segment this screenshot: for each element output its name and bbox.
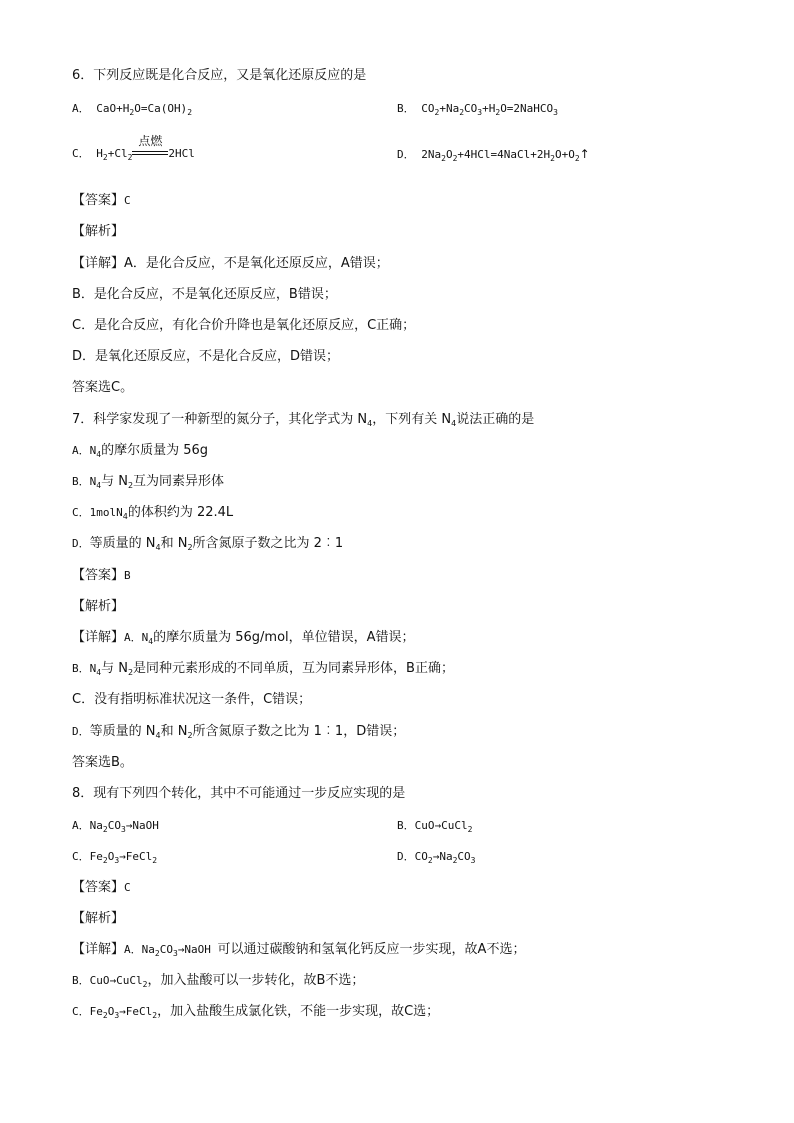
answer-value: C <box>124 194 131 207</box>
reaction-condition-arrow <box>132 134 168 161</box>
q6-option-d[interactable]: D． $2Na_2O_2+4HCl=4NaCl+2H_2O+O_2↑$ <box>397 147 590 163</box>
q6-conclusion: 答案选C。 <box>72 380 134 395</box>
q8-detail-2: B．CuO→CuCl$_2$，加入盐酸可以一步转化，故B不选； <box>72 973 365 989</box>
q7-option-b[interactable]: B．$N_4$与 $N_2$互为同素异形体 <box>72 474 225 490</box>
q7-answer <box>72 568 131 584</box>
q6-detail-3: C．是化合反应，有化合价升降也是氧化还原反应，C正确； <box>72 318 416 333</box>
answer-tag: 【答案】 <box>72 880 125 895</box>
detail-tag: 【详解】 <box>72 630 125 645</box>
answer-value: C <box>124 881 131 894</box>
q7-option-a[interactable]: A．$N_4$的摩尔质量为 56g <box>72 443 209 459</box>
q6-option-c[interactable]: C． $H_2+Cl_2$ 点燃 2HCl <box>72 134 195 162</box>
q6-answer <box>72 193 131 209</box>
q8-detail-3: C．$Fe_2O_3\to FeCl_2$，加入盐酸生成氯化铁，不能一步实现，故C选； <box>72 1004 440 1020</box>
q7-detail-3: C．没有指明标准状况这一条件，C错误； <box>72 692 312 707</box>
q6-stem: 6．下列反应既是化合反应，又是氧化还原反应的是 <box>72 68 367 83</box>
option-label: A． <box>72 102 90 115</box>
q6-detail-1: 【详解】A．是化合反应，不是氧化还原反应，A错误； <box>72 256 389 271</box>
arrow-icon: → <box>434 819 442 832</box>
answer-value: B <box>124 569 131 582</box>
detail-tag: 【详解】 <box>72 256 125 271</box>
q7-analysis-tag: 【解析】 <box>72 599 125 614</box>
q8-analysis-tag: 【解析】 <box>72 911 125 926</box>
q7-conclusion: 答案选B。 <box>72 755 133 770</box>
arrow-icon: → <box>125 819 133 832</box>
q8-detail-1: 【详解】A．$Na_2CO_3\to NaOH$ 可以通过碳酸钠和氢氧化钙反应一步实现，故A不选； <box>72 942 526 958</box>
answer-tag: 【答案】 <box>72 193 125 208</box>
detail-tag: 【详解】 <box>72 942 125 957</box>
q8-option-c[interactable]: C．$Fe_2O_3\to FeCl_2$ <box>72 850 158 865</box>
option-label: C． <box>72 147 90 160</box>
option-label: B． <box>397 102 415 115</box>
q6-detail-2: B．是化合反应，不是氧化还原反应，B错误； <box>72 287 337 302</box>
answer-tag: 【答案】 <box>72 568 125 583</box>
gas-arrow-icon: ↑ <box>579 147 590 161</box>
q6-option-a[interactable]: A． $CaO+H_2O=Ca(OH)_2$ <box>72 102 193 117</box>
q7-detail-2: B．$N_4$与 $N_2$是同种元素形成的不同单质，互为同素异形体，B正确； <box>72 661 454 677</box>
q7-detail-4: D．等质量的 $N_4$和 $N_2$所含氮原子数之比为 1︰1，D错误； <box>72 724 406 740</box>
q7-option-c[interactable]: C．1molN$_4$的体积约为 22.4L <box>72 505 234 521</box>
reaction-condition: 点燃 <box>138 134 163 148</box>
q8-answer <box>72 880 131 896</box>
q7-detail-1: 【详解】A．$N_4$的摩尔质量为 56g/mol，单位错误，A错误； <box>72 630 415 646</box>
q6-analysis-tag: 【解析】 <box>72 224 125 239</box>
q8-option-d[interactable]: D．$CO_2\to Na_2CO_3$ <box>397 850 476 865</box>
arrow-icon: → <box>432 850 440 863</box>
option-label: D． <box>397 148 415 161</box>
q8-option-b[interactable]: B．CuO→CuCl$_2$ <box>397 819 473 834</box>
q8-option-a[interactable]: A．$Na_2CO_3\to NaOH$ <box>72 819 159 834</box>
q6-detail-4: D．是氧化还原反应，不是化合反应，D错误； <box>72 349 340 364</box>
q7-stem: 7．科学家发现了一种新型的氮分子，其化学式为 $N_4$，下列有关 $N_4$说法正确的是 <box>72 412 535 428</box>
q8-stem: 8．现有下列四个转化，其中不可能通过一步反应实现的是 <box>72 786 406 801</box>
arrow-icon: → <box>119 850 126 863</box>
q7-option-d[interactable]: D．等质量的 $N_4$和 $N_2$所含氮原子数之比为 2︰1 <box>72 536 344 552</box>
q6-option-b[interactable]: B． $CO_2+Na_2CO_3+H_2O=2NaHCO_3$ <box>397 102 558 117</box>
